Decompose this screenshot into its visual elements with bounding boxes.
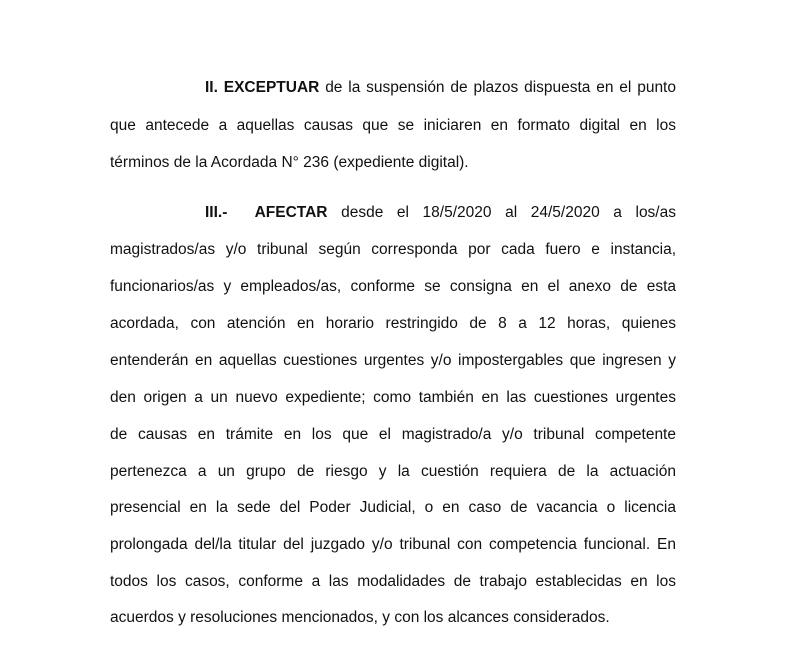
section-3-line-7: de causas en trámite en los que el magistrado/a y/o tribunal competente — [110, 426, 676, 443]
section-3-line-10: prolongada del/la titular del juzgado y/o tribunal con competencia funcional. En — [110, 536, 676, 553]
section-3-line-6: den origen a un nuevo expediente; como también en las cuestiones urgentes — [110, 389, 676, 406]
section-3-line-3: funcionarios/as y empleados/as, conforme se consigna en el anexo de esta — [110, 278, 676, 295]
section-3-line-1 — [205, 203, 676, 223]
section-3-line-12: acuerdos y resoluciones mencionados, y con los alcances considerados. — [110, 609, 610, 626]
section-2-line-1 — [205, 78, 676, 98]
section-3-line-4: acordada, con atención en horario restringido de 8 a 12 horas, quienes — [110, 315, 676, 332]
section-3-line-9: presencial en la sede del Poder Judicial, o en caso de vacancia o licencia — [110, 499, 676, 516]
section-3-line-11: todos los casos, conforme a las modalidades de trabajo establecidas en los — [110, 573, 676, 590]
section-3-keyword: AFECTAR — [254, 204, 328, 221]
section-2-text: de la suspensión de plazos dispuesta en el punto — [325, 79, 676, 96]
section-2-keyword: EXCEPTUAR — [223, 79, 320, 96]
section-3-number: III.- — [205, 204, 228, 221]
section-3-line-5: entenderán en aquellas cuestiones urgentes y/o impostergables que ingresen y — [110, 352, 676, 369]
section-2-line-2: que antecede a aquellas causas que se iniciaren en formato digital en los — [110, 117, 676, 134]
section-3-text: desde el 18/5/2020 al 24/5/2020 a los/as — [341, 204, 676, 221]
section-3-line-8: pertenezca a un grupo de riesgo y la cuestión requiera de la actuación — [110, 463, 676, 480]
section-2-number: II. — [205, 79, 218, 96]
section-2-line-3: términos de la Acordada N° 236 (expediente digital). — [110, 154, 469, 171]
section-3-line-2: magistrados/as y/o tribunal según corresponda por cada fuero e instancia, — [110, 241, 676, 258]
